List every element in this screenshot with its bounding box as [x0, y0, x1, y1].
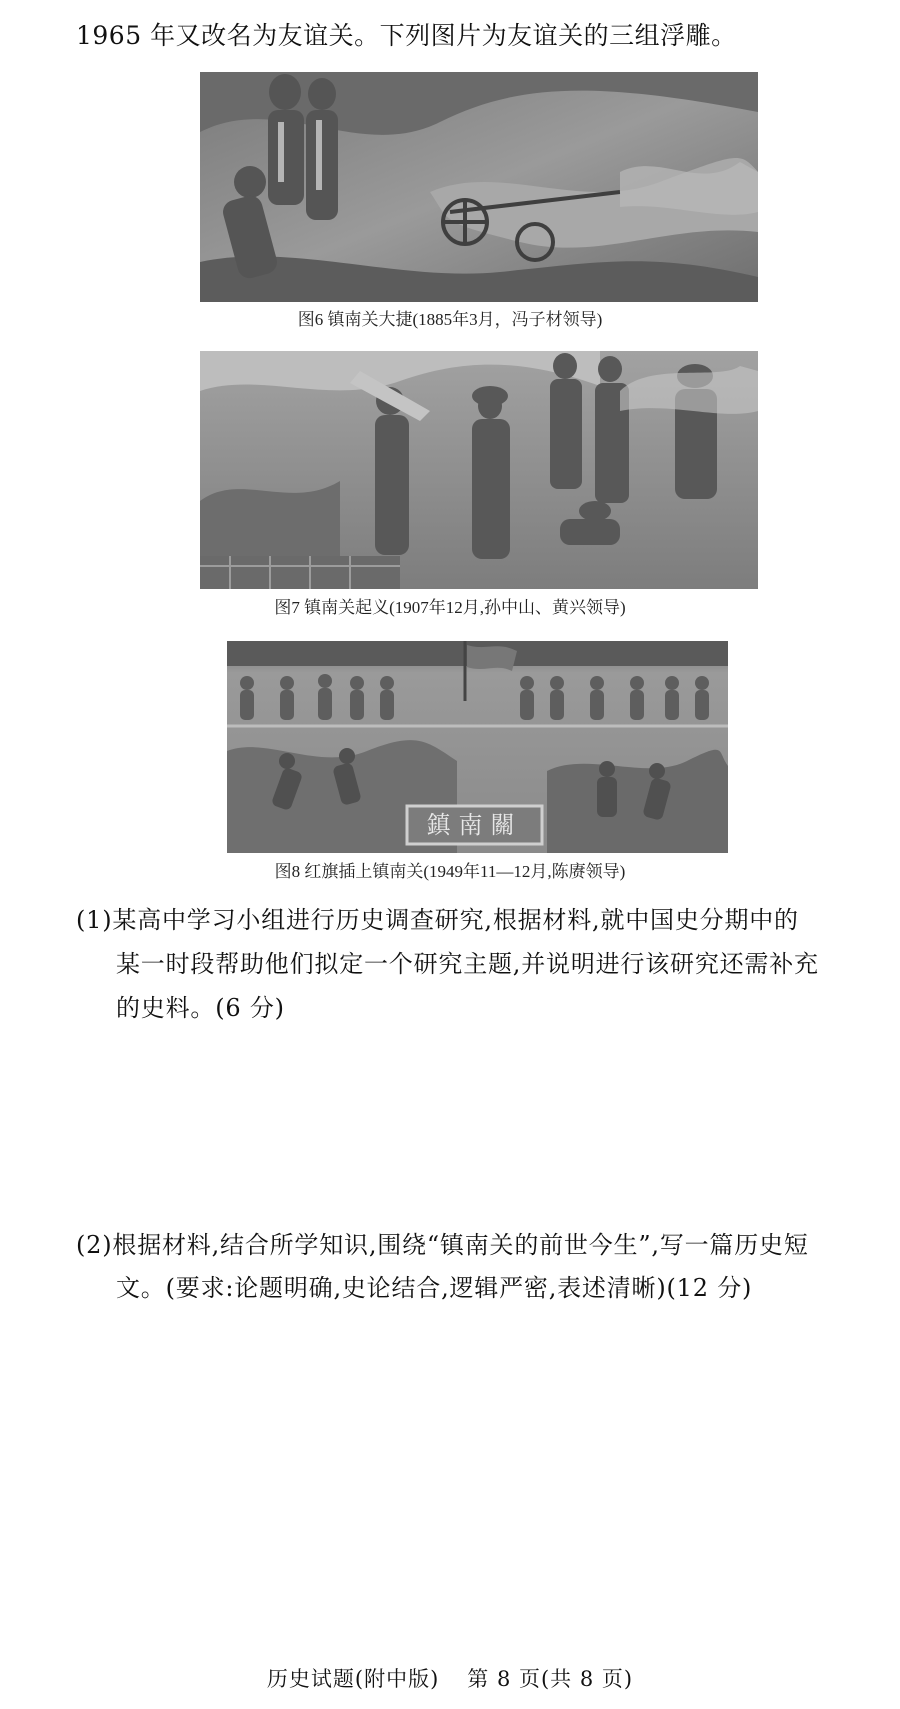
figure-caption-fig7: 图7 镇南关起义(1907年12月,孙中山、黄兴领导): [274, 598, 626, 617]
figure-caption-fig6: 图6 镇南关大捷(1885年3月，冯子材领导): [297, 310, 603, 329]
question-1-line-2: 某一时段帮助他们拟定一个研究主题,并说明进行该研究还需补充: [116, 950, 819, 978]
footer-title: 历史试题(附中版): [266, 1667, 440, 1691]
page-footer: [0, 1663, 900, 1693]
relief-image-fig7: [200, 351, 758, 589]
relief-image-fig8: [227, 641, 728, 853]
question-2-line-2: 文。(要求:论题明确,史论结合,逻辑严密,表述清晰)(12 分): [116, 1274, 753, 1302]
intro-text: 1965 年又改名为友谊关。下列图片为友谊关的三组浮雕。: [76, 21, 737, 50]
question-1-line-1: (1)某高中学习小组进行历史调查研究,根据材料,就中国史分期中的: [76, 906, 799, 934]
plaque-text: 鎮南關: [426, 811, 523, 839]
footer-page-number: 第 8 页(共 8 页): [467, 1667, 634, 1691]
question-2-line-1: (2)根据材料,结合所学知识,围绕“镇南关的前世今生”,写一篇历史短: [76, 1231, 809, 1259]
figure-caption-fig8: 图8 红旗插上镇南关(1949年11—12月,陈赓领导): [274, 862, 626, 881]
relief-image-fig6: [200, 72, 758, 302]
question-1-line-3: 的史料。(6 分): [116, 994, 285, 1022]
